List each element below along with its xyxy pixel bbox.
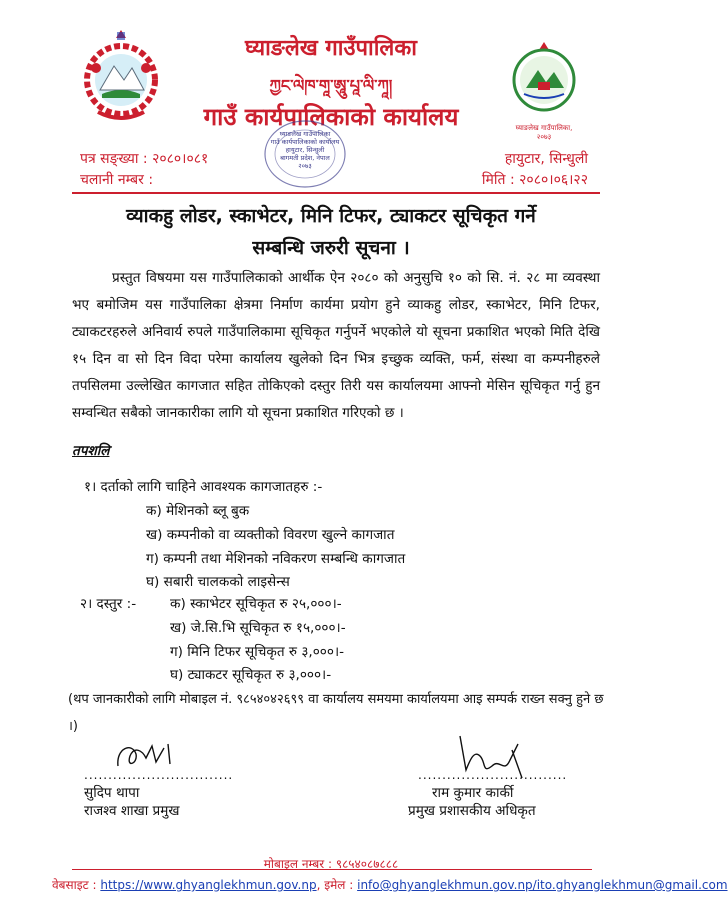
logo-caption: घ्याङलेख गाउँपालिका, २०७३ — [515, 124, 573, 141]
details-heading: तपशलि — [72, 443, 110, 459]
notice-body — [72, 265, 600, 427]
website-link[interactable]: https://www.ghyanglekhmun.gov.np — [100, 878, 317, 892]
fees-section-title: २। दस्तुर :- — [80, 596, 137, 612]
document-item: घ) सबारी चालकको लाइसेन्स — [146, 574, 290, 590]
fee-item: ग) मिनि टिफर सूचिकृत रु ३,०००।- — [170, 644, 345, 660]
letter-number: पत्र सङ्ख्या : २०८०।०८१ — [80, 151, 209, 167]
left-signatory-name: सुदिप थापा — [84, 785, 140, 801]
subject-line-1: व्याकहु लोडर, स्काभेटर, मिनि टिफर, ट्याकटर सूचिकृत गर्ने — [126, 205, 536, 227]
place: हायुटार, सिन्धुली — [504, 151, 588, 167]
email-label: , इमेल : — [316, 878, 358, 892]
footer-divider — [72, 869, 592, 870]
stamp-line: गाउँ कार्यपालिकाको कार्यालय — [270, 138, 340, 146]
body-paragraph: प्रस्तुत विषयमा यस गाउँपालिकाको आर्थीक ऐन २०८० को अनुसुचि १० को सि. नं. २८ मा व्यवस्था भए बमोजिम यस गाउँपालिका क्षेत्रमा निर्माण कार्यमा प्रयोग हुने व्याकहु लोडर, स्काभेटर, मिनि टिफर, ट्याकटरहरुले अनिवार्य रुपले गाउँपालिकामा सूचिकृत गर्नुपर्ने भएकोले यो सूचना प्रकाशित भएको मिति देखि १५ दिन वा सो दिन विदा परेमा कार्यालय खुलेको दिन भित्र इच्छुक व्यक्ति, फर्म, संस्था वा कम्पनीहरुले तपसिलमा उल्लेखित कागजात सहित तोकिएको दस्तुर तिरी यस कार्यालयमा आफ्नो मेसिन सूचिकृत गर्नु हुन सम्वन्धित सबैको जानकारीका लागि यो सूचना प्रकाशित गरिएको छ । — [72, 270, 600, 421]
document-item: ग) कम्पनी तथा मेशिनको नविकरण सम्बन्धि कागजात — [146, 551, 406, 567]
right-signatory-title: प्रमुख प्रशासकीय अधिकृत — [408, 803, 536, 819]
document-item: क) मेशिनको ब्लू बुक — [146, 503, 250, 519]
stamp-line: २०७३ — [298, 162, 312, 170]
date: मिति : २०८०।०६।२२ — [481, 172, 588, 188]
document-item: ख) कम्पनीको वा व्यक्तीको विवरण खुल्ने कागजात — [146, 527, 395, 543]
stamp-line: बागमती प्रदेश, नेपाल — [280, 154, 330, 162]
office-title: गाउँ कार्यपालिकाको कार्यालय — [203, 103, 459, 131]
municipality-title: घ्याङलेख गाउँपालिका — [245, 36, 417, 61]
footer-mobile: मोबाइल नम्बर : ९८५४०८७८८८ — [263, 857, 399, 871]
stamp-line: घ्याङलेख गाउँपालिका — [279, 130, 331, 138]
right-signatory-name: राम कुमार कार्की — [432, 785, 514, 801]
fee-item: घ) ट्याकटर सूचिकृत रु ३,०००।- — [170, 667, 332, 683]
header-divider — [72, 192, 600, 194]
left-signatory-title: राजश्व शाखा प्रमुख — [84, 803, 180, 819]
right-signature-line: ............................... — [418, 768, 568, 782]
municipality-title-tibetan: ཀྱང་ལེཁ་གཱ་ཨཱུ་པཱ་ལི་ཀཱ། — [269, 76, 393, 95]
fee-item: क) स्काभेटर सूचिकृत रु २५,०००।- — [170, 596, 342, 612]
fee-item: ख) जे.सि.भि सूचिकृत रु १५,०००।- — [170, 620, 346, 636]
email-link[interactable]: info@ghyanglekhmun.gov.np/ito.ghyanglekhmun@gmail.com — [357, 878, 728, 892]
website-label: वेबसाइट : — [52, 878, 101, 892]
left-signature-line: ............................... — [84, 768, 234, 782]
office-stamp — [262, 118, 348, 190]
footer-contact — [52, 876, 728, 893]
stamp-line: हायुटार, सिन्धुली — [285, 146, 325, 154]
dispatch-number: चलानी नम्बर : — [80, 172, 154, 188]
documents-section-title: १। दर्ताको लागि चाहिने आवश्यक कागजातहरु :- — [84, 479, 323, 495]
subject-line-2: सम्बन्धि जरुरी सूचना । — [252, 237, 410, 259]
contact-note: (थप जानकारीको लागि मोबाइल नं. ९८५४०४२६९९ वा कार्यालय समयमा कार्यालयमा आइ सम्पर्क राख्न सक्नु हुने छ ।) — [68, 692, 604, 734]
